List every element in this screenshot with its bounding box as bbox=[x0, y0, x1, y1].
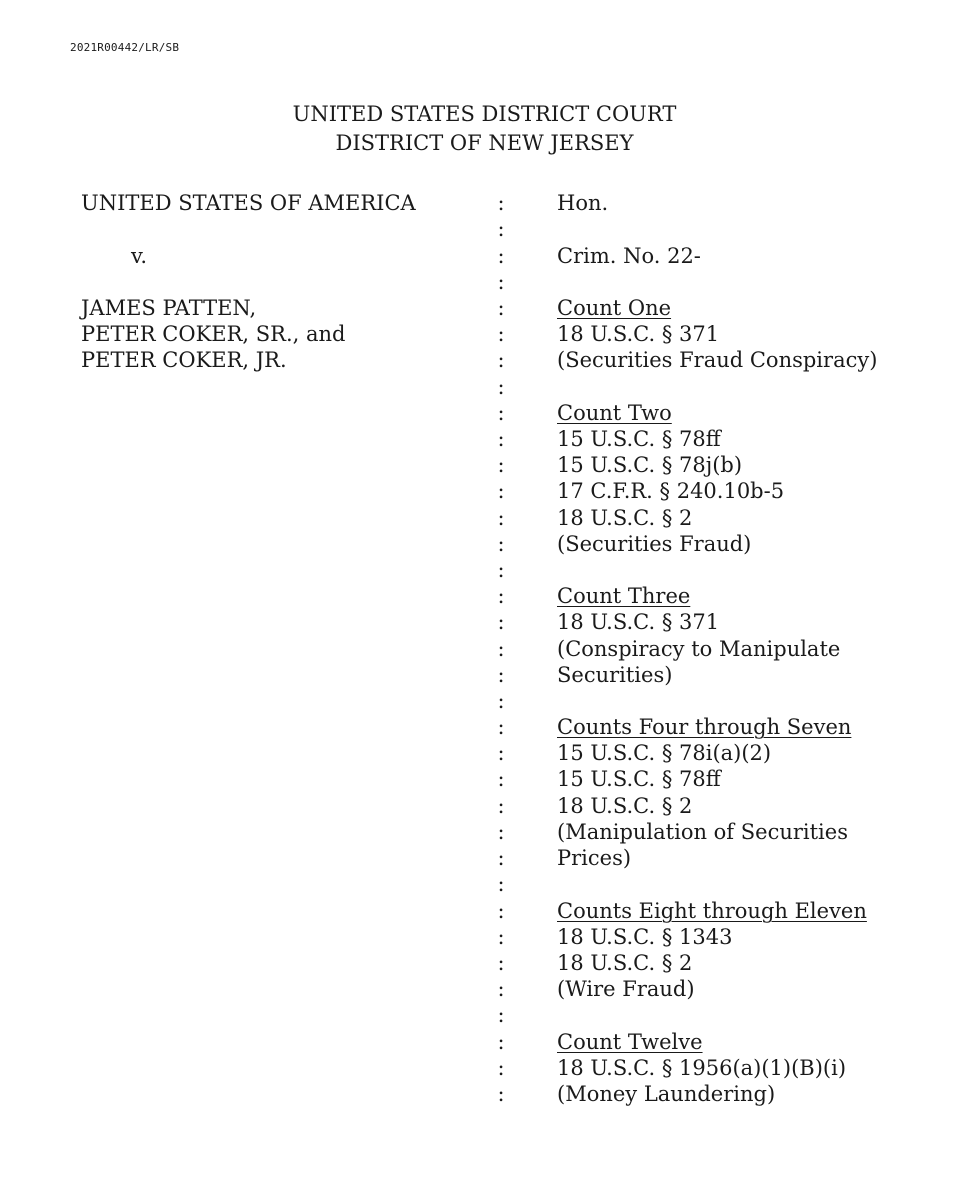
offense-description: (Money Laundering) bbox=[557, 1082, 776, 1106]
caption-separator: : bbox=[497, 820, 505, 844]
caption-separator: : bbox=[497, 663, 505, 687]
caption-separator: : bbox=[497, 689, 505, 713]
criminal-number: Crim. No. 22- bbox=[557, 244, 701, 268]
caption-separator: : bbox=[497, 453, 505, 477]
caption-separator: : bbox=[497, 1056, 505, 1080]
caption-separator: : bbox=[497, 479, 505, 503]
offense-description: Securities) bbox=[557, 663, 673, 687]
statute-line: 15 U.S.C. § 78ff bbox=[557, 767, 721, 791]
count-heading: Counts Eight through Eleven bbox=[557, 899, 867, 923]
caption-separator: : bbox=[497, 1030, 505, 1054]
caption-separator: : bbox=[497, 296, 505, 320]
caption-separator: : bbox=[497, 846, 505, 870]
caption-separator: : bbox=[497, 244, 505, 268]
defendant-name: PETER COKER, SR., and bbox=[81, 322, 346, 346]
judge-label: Hon. bbox=[557, 191, 609, 215]
caption-separator: : bbox=[497, 899, 505, 923]
statute-line: 18 U.S.C. § 371 bbox=[557, 610, 720, 634]
versus-label: v. bbox=[131, 244, 148, 268]
statute-line: 18 U.S.C. § 371 bbox=[557, 322, 720, 346]
court-district: DISTRICT OF NEW JERSEY bbox=[335, 131, 634, 155]
count-heading: Count Twelve bbox=[557, 1030, 703, 1054]
count-heading: Count Three bbox=[557, 584, 691, 608]
caption-separator: : bbox=[497, 1003, 505, 1027]
caption-separator: : bbox=[497, 322, 505, 346]
statute-line: 18 U.S.C. § 2 bbox=[557, 951, 693, 975]
caption-separator: : bbox=[497, 506, 505, 530]
court-name: UNITED STATES DISTRICT COURT bbox=[292, 102, 677, 126]
caption-separator: : bbox=[497, 610, 505, 634]
caption-separator: : bbox=[497, 872, 505, 896]
statute-line: 18 U.S.C. § 1956(a)(1)(B)(i) bbox=[557, 1056, 847, 1080]
caption-separator: : bbox=[497, 925, 505, 949]
caption-separator: : bbox=[497, 741, 505, 765]
caption-separator: : bbox=[497, 1082, 505, 1106]
caption-separator: : bbox=[497, 270, 505, 294]
caption-separator: : bbox=[497, 532, 505, 556]
caption-separator: : bbox=[497, 375, 505, 399]
caption-separator: : bbox=[497, 348, 505, 372]
statute-line: 15 U.S.C. § 78ff bbox=[557, 427, 721, 451]
caption-separator: : bbox=[497, 217, 505, 241]
caption-separator: : bbox=[497, 794, 505, 818]
count-heading: Count Two bbox=[557, 401, 672, 425]
defendant-name: JAMES PATTEN, bbox=[81, 296, 257, 320]
caption-separator: : bbox=[497, 951, 505, 975]
statute-line: 18 U.S.C. § 2 bbox=[557, 506, 693, 530]
caption-separator: : bbox=[497, 977, 505, 1001]
offense-description: (Wire Fraud) bbox=[557, 977, 695, 1001]
court-heading bbox=[0, 100, 969, 158]
caption-separator: : bbox=[497, 637, 505, 661]
statute-line: 18 U.S.C. § 2 bbox=[557, 794, 693, 818]
statute-line: 18 U.S.C. § 1343 bbox=[557, 925, 733, 949]
offense-description: (Securities Fraud Conspiracy) bbox=[557, 348, 878, 372]
statute-line: 15 U.S.C. § 78j(b) bbox=[557, 453, 743, 477]
caption-separator: : bbox=[497, 584, 505, 608]
offense-description: (Securities Fraud) bbox=[557, 532, 752, 556]
caption-separator: : bbox=[497, 401, 505, 425]
count-heading: Counts Four through Seven bbox=[557, 715, 852, 739]
statute-line: 17 C.F.R. § 240.10b-5 bbox=[557, 479, 785, 503]
docket-number: 2021R00442/LR/SB bbox=[70, 41, 180, 54]
caption-separator: : bbox=[497, 191, 505, 215]
defendant-name: PETER COKER, JR. bbox=[81, 348, 287, 372]
caption-separator: : bbox=[497, 558, 505, 582]
offense-description: Prices) bbox=[557, 846, 632, 870]
caption-separator: : bbox=[497, 715, 505, 739]
caption-separator: : bbox=[497, 427, 505, 451]
statute-line: 15 U.S.C. § 78i(a)(2) bbox=[557, 741, 772, 765]
offense-description: (Manipulation of Securities bbox=[557, 820, 848, 844]
plaintiff-name: UNITED STATES OF AMERICA bbox=[81, 191, 416, 215]
count-heading: Count One bbox=[557, 296, 672, 320]
caption-separator: : bbox=[497, 767, 505, 791]
offense-description: (Conspiracy to Manipulate bbox=[557, 637, 841, 661]
